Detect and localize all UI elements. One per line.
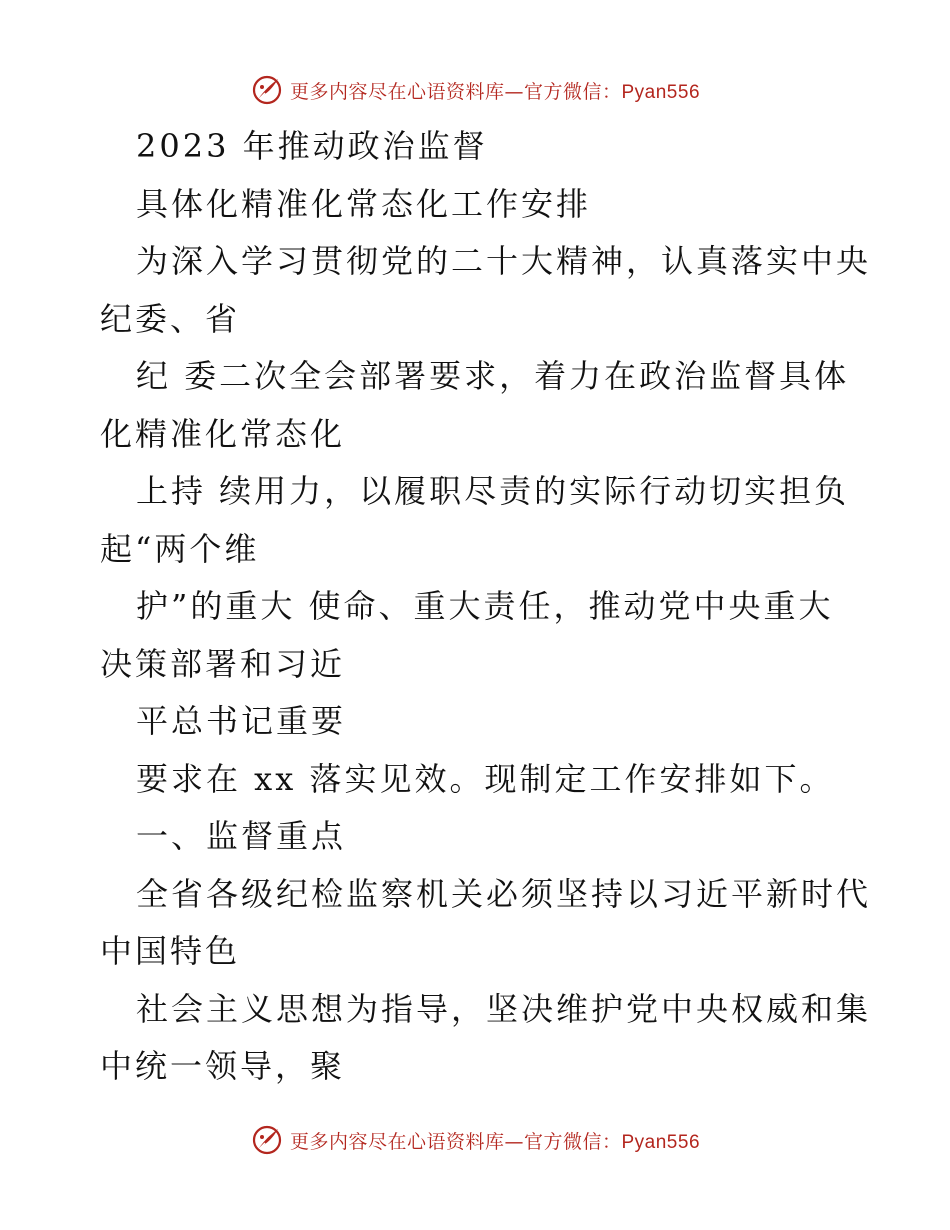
text-line: 2023 年推动政治监督 bbox=[136, 127, 488, 165]
text-line: 上持 续用力，以履职尽责的实际行动切实担负 bbox=[136, 472, 850, 510]
document-body bbox=[100, 118, 872, 1096]
text-line: 中统一领导，聚 bbox=[100, 1047, 346, 1085]
watermark-content bbox=[250, 1123, 700, 1157]
watermark-text: 更多内容尽在心语资料库—官方微信：Pyan556 bbox=[289, 1130, 701, 1153]
text-line: 化精准化常态化 bbox=[100, 414, 346, 453]
text-line: 为深入学习贯彻党的二十大精神，认真落实中央 bbox=[136, 242, 872, 280]
text-line: 具体化精准化常态化工作安排 bbox=[136, 184, 592, 223]
text-line: 全省各级纪检监察机关必须坚持以习近平新时代 bbox=[136, 874, 872, 913]
watermark-content bbox=[250, 73, 700, 107]
quill-logo-icon bbox=[250, 73, 284, 107]
text-line: 社会主义思想为指导，坚决维护党中央权威和集 bbox=[136, 989, 872, 1028]
text-line: 起“两个维 bbox=[100, 529, 260, 568]
text-line: 一、监督重点 bbox=[136, 817, 347, 855]
footer-watermark bbox=[0, 1120, 950, 1160]
text-line: 决策部署和习近 bbox=[100, 644, 346, 683]
text-line: 平总书记重要 bbox=[136, 702, 347, 740]
header-watermark bbox=[0, 70, 950, 110]
text-line: 护”的重大 使命、重大责任，推动党中央重大 bbox=[136, 587, 834, 625]
watermark-text: 更多内容尽在心语资料库—官方微信：Pyan556 bbox=[289, 80, 701, 103]
text-line: 纪委、省 bbox=[100, 299, 241, 338]
text-line: 纪 委二次全会部署要求，着力在政治监督具体 bbox=[136, 357, 850, 395]
quill-logo-icon bbox=[250, 1123, 284, 1157]
text-line: 要求在 xx 落实见效。现制定工作安排如下。 bbox=[136, 759, 835, 798]
text-line: 中国特色 bbox=[100, 932, 241, 970]
